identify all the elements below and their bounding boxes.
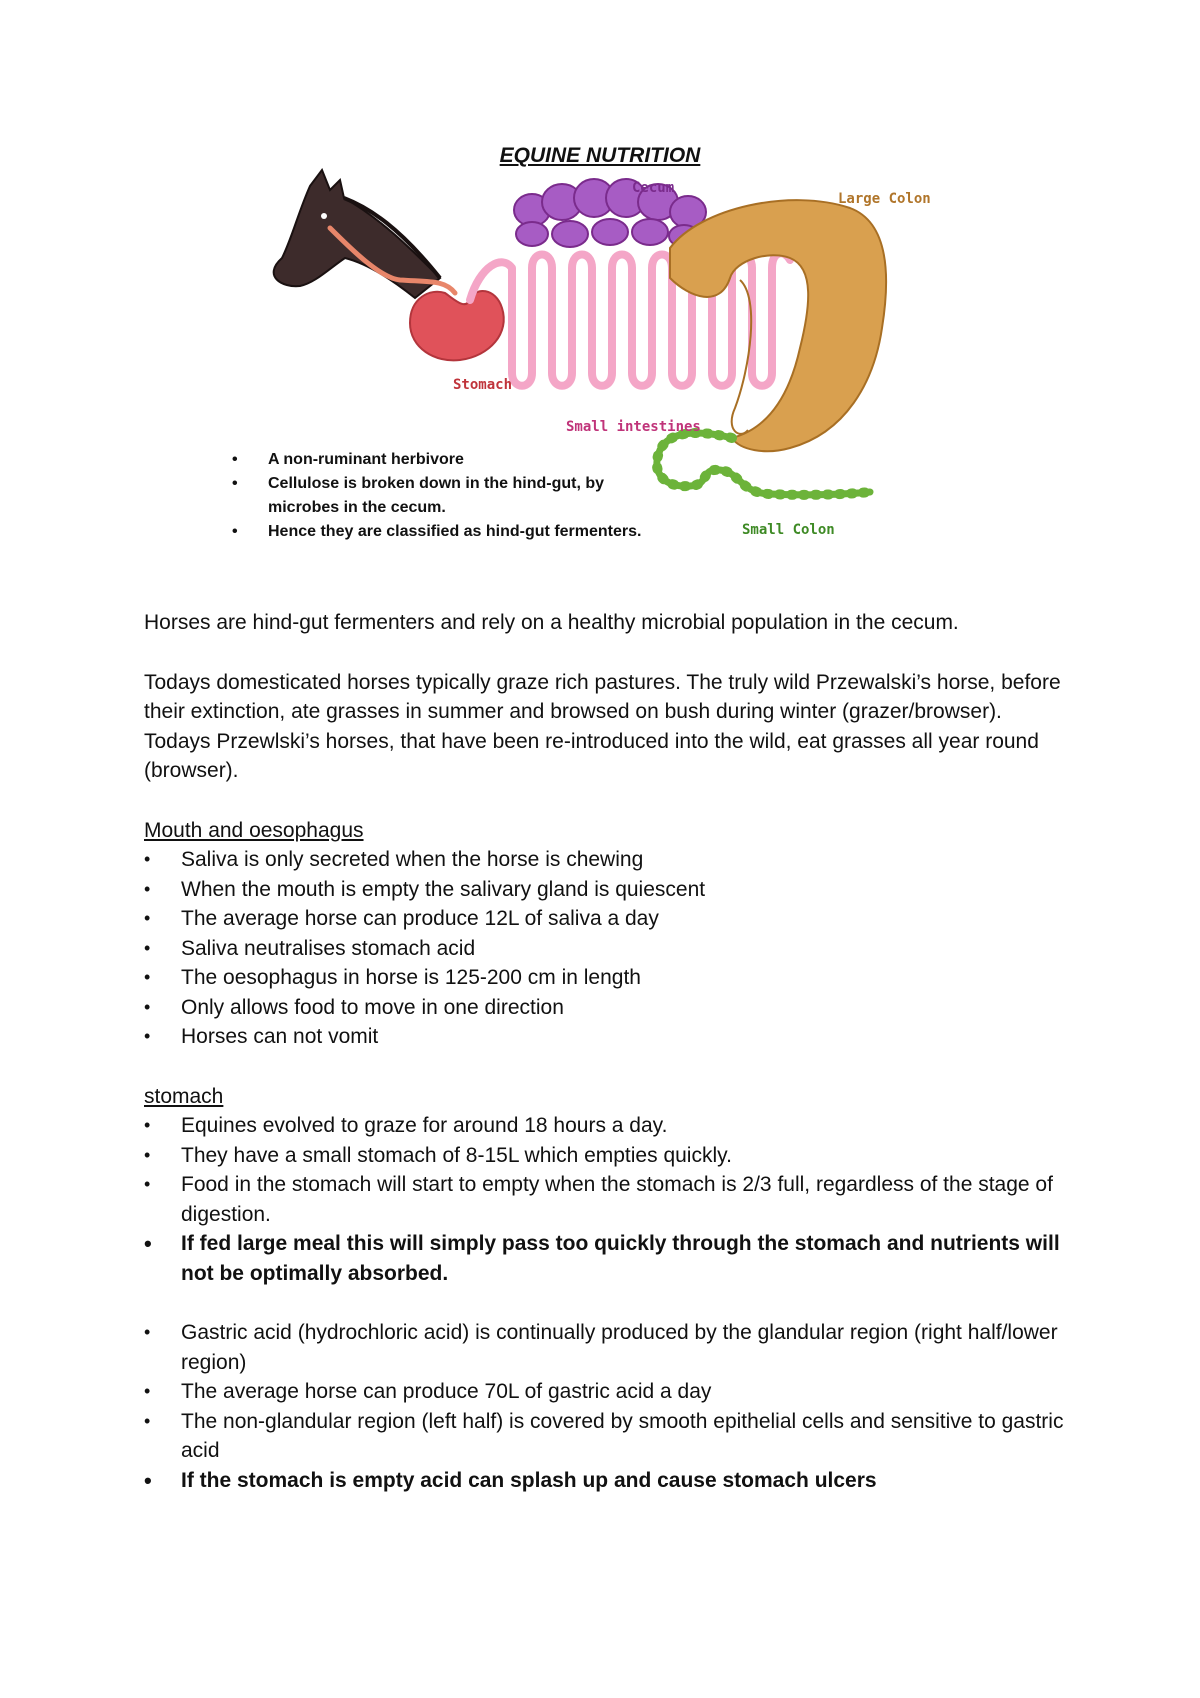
- intro-bullet-list: [232, 448, 652, 544]
- list-item-bold: • If the stomach is empty acid can splash up and cause stomach ulcers: [144, 1466, 1064, 1496]
- large-colon-shape: [670, 200, 886, 451]
- section-heading-stomach: stomach: [144, 1084, 224, 1108]
- list-item-bold: • If fed large meal this will simply pass too quickly through the stomach and nutrients will not be optimally absorbed.: [144, 1229, 1064, 1288]
- small-colon-label: Small Colon: [742, 522, 835, 538]
- stomach-label: Stomach: [453, 377, 513, 393]
- intro-bullet: • Cellulose is broken down in the hind-gut, by microbes in the cecum.: [232, 472, 652, 520]
- stomach-shape: [410, 291, 504, 360]
- list-item: • The average horse can produce 12L of saliva a day: [144, 904, 1064, 934]
- section-heading-mouth: Mouth and oesophagus: [144, 818, 364, 842]
- list-item: • The average horse can produce 70L of gastric acid a day: [144, 1377, 1064, 1407]
- paragraph: Todays domesticated horses typically graze rich pastures. The truly wild Przewalski’s horse, before their extinction, ate grasses in summer and browsed on bush during winter (grazer/browser). Todays Przewlski’s horses, that have been re-introduced into the wild, eat grasses all year round (browser).: [144, 670, 1061, 782]
- cecum-label: Cecum: [632, 180, 675, 196]
- large-colon-label: Large Colon: [838, 191, 931, 207]
- cecum-shape: [514, 179, 706, 247]
- list-item: • They have a small stomach of 8-15L which empties quickly.: [144, 1141, 1064, 1171]
- list-item: • Saliva is only secreted when the horse is chewing: [144, 845, 1064, 875]
- stomach-bullet-list: [144, 1111, 1064, 1288]
- list-item: • Saliva neutralises stomach acid: [144, 934, 1064, 964]
- horse-eye: [321, 213, 327, 219]
- list-item: • When the mouth is empty the salivary gland is quiescent: [144, 875, 1064, 905]
- list-item: • The oesophagus in horse is 125-200 cm in length: [144, 963, 1064, 993]
- page-title: EQUINE NUTRITION: [499, 144, 701, 167]
- list-item: • Horses can not vomit: [144, 1022, 1064, 1052]
- stomach-acid-bullet-list: [144, 1318, 1064, 1495]
- list-item: • Gastric acid (hydrochloric acid) is continually produced by the glandular region (right half/lower region): [144, 1318, 1064, 1377]
- intro-bullet: • A non-ruminant herbivore: [232, 448, 652, 472]
- document-body: [144, 608, 1064, 1495]
- list-item: • Only allows food to move in one direction: [144, 993, 1064, 1023]
- paragraph: Horses are hind-gut fermenters and rely on a healthy microbial population in the cecum.: [144, 611, 959, 634]
- spacer: [144, 1052, 1064, 1082]
- list-item: • Food in the stomach will start to empty when the stomach is 2/3 full, regardless of the stage of digestion.: [144, 1170, 1064, 1229]
- list-item: • The non-glandular region (left half) is covered by smooth epithelial cells and sensitive to gastric acid: [144, 1407, 1064, 1466]
- small-intestines-label: Small intestines: [566, 419, 701, 435]
- mouth-bullet-list: [144, 845, 1064, 1052]
- list-item: • Equines evolved to graze for around 18 hours a day.: [144, 1111, 1064, 1141]
- spacer: [144, 1288, 1064, 1318]
- intro-bullet: • Hence they are classified as hind-gut fermenters.: [232, 520, 652, 544]
- small-intestines-shape: [470, 253, 790, 385]
